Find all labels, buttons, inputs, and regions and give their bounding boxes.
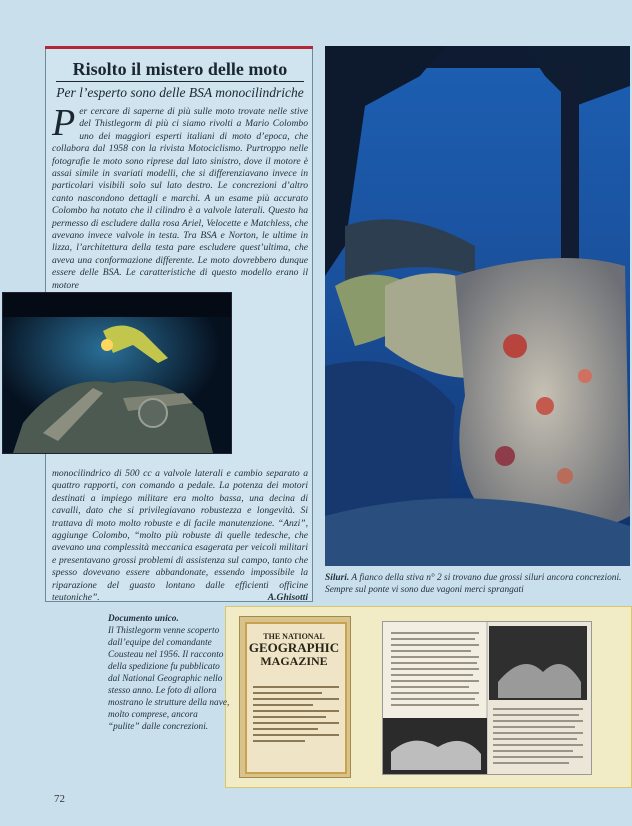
wreck-photo-main — [325, 46, 630, 566]
drop-cap: P — [52, 102, 76, 144]
magazine-title-line3: MAGAZINE — [260, 654, 328, 668]
diver-photo — [2, 292, 232, 454]
article-body-top — [52, 102, 308, 291]
diver-photo-art — [3, 293, 231, 453]
magazine-title — [245, 632, 343, 668]
article-title: Risolto il mistero delle moto — [72, 59, 288, 79]
caption-document-text: Il Thistlegorm venne scoperto dall’equipe del comandante Cousteau nel 1956. Il racconto della spedizione fu pubblicato dal National Geographic nello stesso anno. Le foto di allora mostrano le strutture della nave, molto comprese, ancora “pulite” dalle concrezioni. — [108, 626, 230, 732]
caption-torpedoes-title: Siluri. — [325, 573, 350, 583]
caption-document-title: Documento unico. — [108, 614, 179, 624]
caption-torpedoes — [325, 572, 630, 596]
caption-torpedoes-text: A fianco della stiva n° 2 si trovano due grossi siluri ancora concrezioni. Sempre sul ponte vi sono due vagoni merci sprangati — [325, 573, 622, 595]
article-body-part2: monocilindrico di 500 cc a valvole laterali e cambio separato a quattro rapporti, con comando a pedale. La potenza dei motori destinati a impiego militare era molto bassa, una decina di cavalli, dato che si privilegiavano robustezza e longevità. Si trattava di moto molto robuste e di facile manutenzione. “Anzi”, aggiunge Colombo, “molto più robuste di quelle tedesche, che avevano una complessità meccanica esagerata per veicoli militari e presentavano grossi problemi di assistenza sul campo, tanto che spesso dovevano essere abbandonate, essendo impossibile la riparazione del guasto lontano dalle efficienti officine teutoniche”. — [52, 468, 308, 604]
accent-rule — [45, 46, 313, 49]
page-number: 72 — [54, 793, 65, 805]
magazine-toc — [253, 682, 339, 746]
magazine-spread — [382, 621, 592, 775]
article-body-part1: er cercare di saperne di più sulle moto trovate nelle stive del Thistlegorm di più ci siamo rivolti a Mario Colombo uno dei maggiori esperti italiani di moto d’epoca, che collabora dal 1958 con la rivista Motociclismo. Purtroppo nelle fotografie le moto sono riprese dal lato sinistro, dove il motore è assai simile in svariati modelli, che si differenziavano invece in particolari visibili solo sul lato destro. Le concrezioni d’altro canto nascondono dettagli e marchi. A un esame più accurato Colombo ha notato che il cilindro è a valvole laterali. Questo ha permesso di escludere dalla rosa Ariel, Velocette e Matchless, che avevano invece valvole in testa. Tra BSA e Norton, le ultime in lizza, l’architettura della testa pare escludere quest’ultima, che aveva una conformazione differente. Le moto dovrebbero dunque essere delle BSA. Le caratteristiche di questo modello erano il motore — [52, 106, 308, 291]
wreck-photo-art — [325, 46, 630, 566]
magazine-title-line1: THE NATIONAL — [263, 632, 325, 641]
article-body-bottom — [52, 468, 308, 604]
article-author: A.Ghisotti — [267, 592, 308, 604]
magazine-title-line2: GEOGRAPHIC — [248, 640, 340, 655]
caption-document — [108, 613, 230, 733]
magazine-spread-art — [383, 622, 591, 774]
title-rule — [56, 81, 304, 82]
article-subtitle: Per l’esperto sono delle BSA monocilindriche — [56, 85, 304, 100]
